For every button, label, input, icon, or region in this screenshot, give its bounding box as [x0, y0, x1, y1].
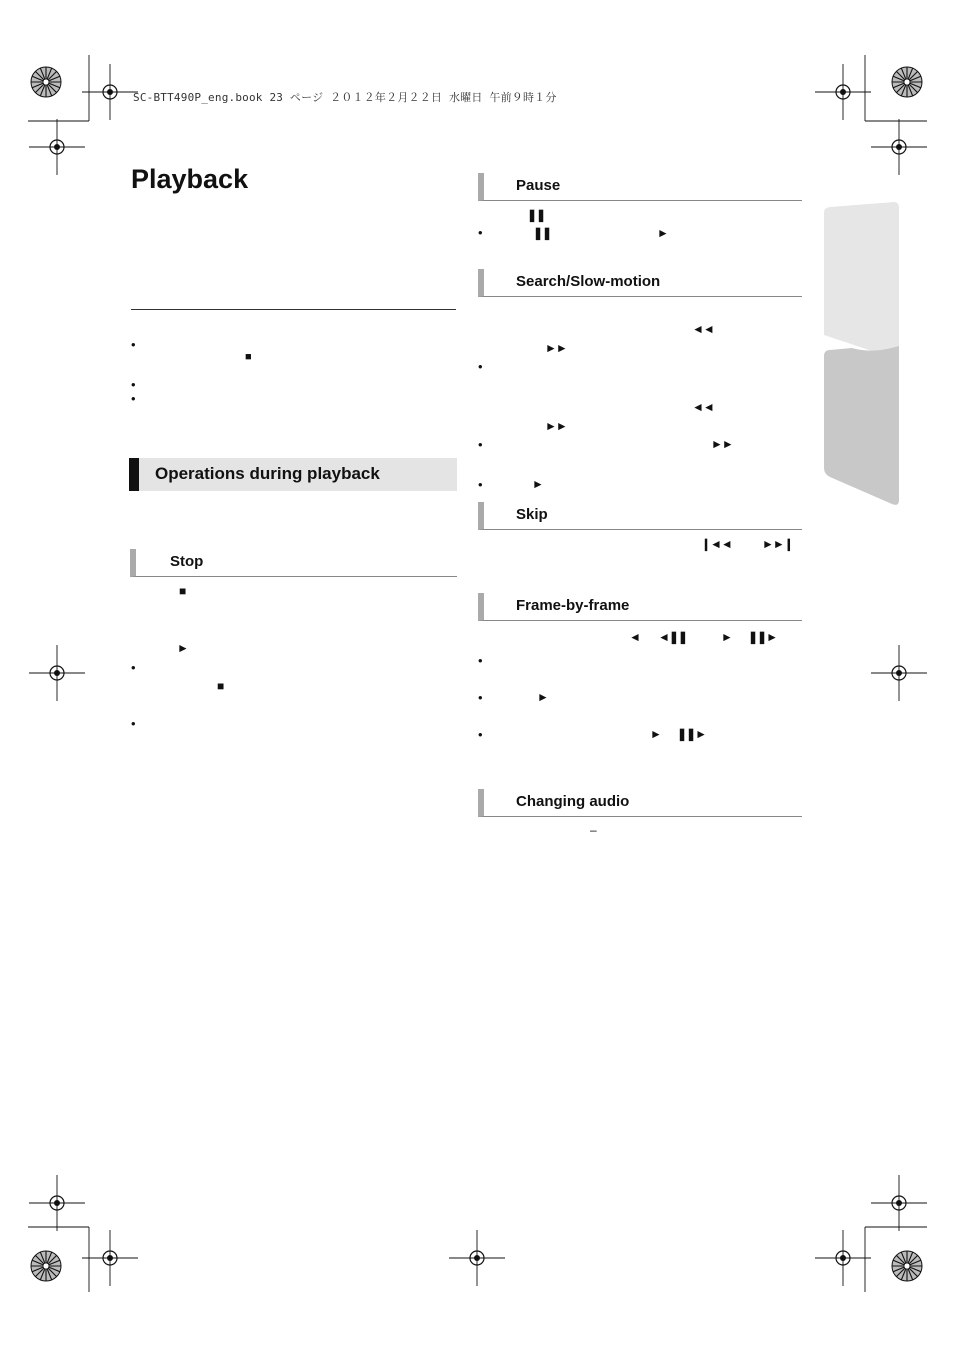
- bullet: •: [478, 477, 483, 492]
- bullet: •: [478, 437, 483, 452]
- frame-back-symbol: ◄❚❚: [658, 630, 687, 644]
- bullet: •: [478, 727, 483, 742]
- side-tab-lower[interactable]: [822, 342, 902, 507]
- skip-back-symbol: ❙◄◄: [701, 537, 732, 551]
- bullet: •: [131, 660, 136, 675]
- section-operations-during-playback: [129, 458, 457, 491]
- section-heading: Pause: [516, 177, 561, 194]
- rewind-symbol: ◄◄: [692, 400, 714, 414]
- section-frame-by-frame: [478, 593, 802, 621]
- section-heading: Search/Slow-motion: [516, 273, 661, 290]
- registration-mark: [871, 119, 927, 175]
- section-heading: Changing audio: [516, 793, 630, 810]
- stop-symbol: ■: [179, 584, 186, 598]
- play-symbol: ►: [721, 630, 732, 644]
- step-back-symbol: ◄: [629, 630, 640, 644]
- bullet: •: [478, 225, 483, 240]
- section-changing-audio: [478, 789, 802, 817]
- bullet: •: [131, 391, 136, 406]
- fast-forward-symbol: ►►: [711, 437, 733, 451]
- pause-symbol: ❚❚: [527, 208, 546, 222]
- skip-forward-symbol: ►►❙: [762, 537, 793, 551]
- rewind-symbol: ◄◄: [692, 322, 714, 336]
- section-stop: [130, 549, 457, 577]
- section-pause: [478, 173, 802, 201]
- registration-mark: [82, 64, 138, 120]
- section-heading: Operations during playback: [155, 464, 380, 483]
- section-heading: Skip: [516, 506, 548, 523]
- play-symbol: ►: [177, 641, 188, 655]
- page-title: Playback: [131, 164, 249, 194]
- registration-mark: [29, 119, 85, 175]
- play-symbol: ►: [657, 226, 668, 240]
- registration-mark: [29, 1175, 85, 1231]
- dash-symbol: –: [590, 823, 596, 837]
- registration-mark: [871, 1175, 927, 1231]
- bullet: •: [478, 653, 483, 668]
- stop-symbol: ■: [217, 679, 224, 693]
- play-symbol: ►: [537, 690, 548, 704]
- section-heading: Stop: [170, 553, 204, 570]
- print-header: SC-BTT490P_eng.book 23 ページ ２０１２年２月２２日 水曜日 午前９時１分: [133, 91, 557, 104]
- bullet: •: [478, 690, 483, 705]
- fast-forward-symbol: ►►: [545, 419, 567, 433]
- stop-symbol: ■: [245, 351, 251, 363]
- star-target-mark: [892, 1251, 922, 1281]
- star-target-mark: [892, 67, 922, 97]
- bullet: •: [478, 359, 483, 374]
- registration-mark: [815, 64, 871, 120]
- registration-mark: [82, 1230, 138, 1286]
- fast-forward-symbol: ►►: [545, 341, 567, 355]
- registration-mark: [871, 645, 927, 701]
- star-target-mark: [31, 1251, 61, 1281]
- registration-mark: [29, 645, 85, 701]
- frame-forward-symbol: ❚❚►: [677, 727, 706, 741]
- section-heading: Frame-by-frame: [516, 597, 630, 614]
- note-icon: [131, 318, 148, 331]
- pause-symbol: ❚❚: [533, 226, 552, 240]
- star-target-mark: [31, 67, 61, 97]
- bullet: •: [131, 337, 136, 352]
- section-skip: [478, 502, 802, 530]
- title-divider: [131, 309, 456, 310]
- registration-mark: [449, 1230, 505, 1286]
- play-symbol: ►: [532, 477, 543, 491]
- bullet: •: [131, 377, 136, 392]
- section-search-slow-motion: [478, 269, 802, 297]
- trim-lines: [28, 55, 927, 1292]
- frame-forward-symbol: ❚❚►: [748, 630, 777, 644]
- registration-mark: [815, 1230, 871, 1286]
- bullet: •: [131, 716, 136, 731]
- play-symbol: ►: [650, 727, 661, 741]
